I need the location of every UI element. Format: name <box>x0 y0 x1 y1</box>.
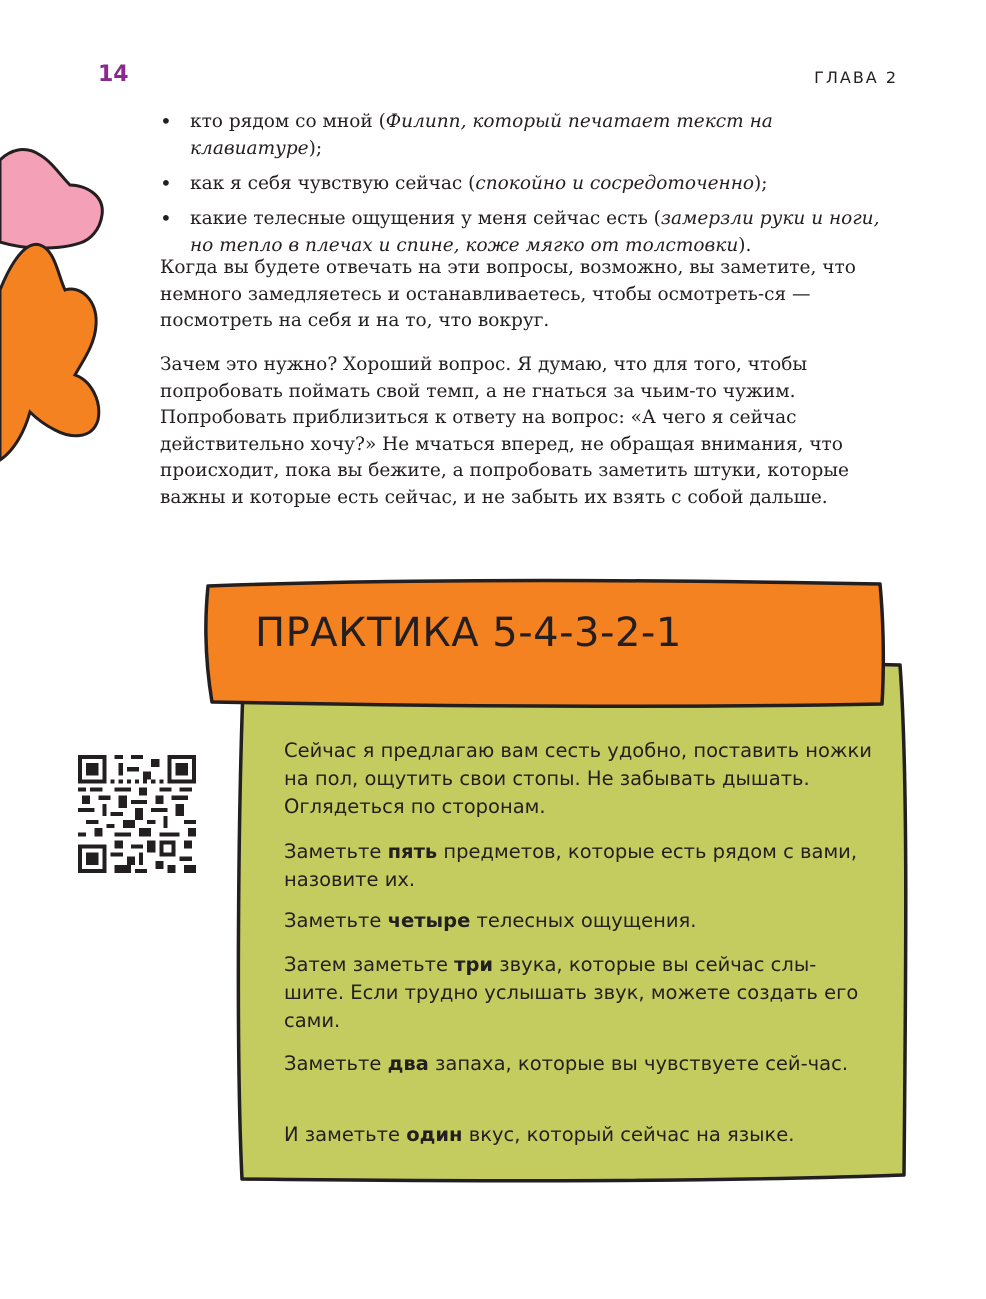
practice-step: Заметьте два запаха, которые вы чувствуете сей-час. <box>284 1052 849 1075</box>
list-item: • кто рядом со мной (Филипп, который печатает текст на клавиатуре); <box>160 108 900 162</box>
qr-code <box>78 755 196 873</box>
practice-title: ПРАКТИКА 5-4-3-2-1 <box>255 610 682 656</box>
list-item: • какие телесные ощущения у меня сейчас есть (замерзли руки и ноги, но тепло в плечах и спине, коже мягко от толстовки). <box>160 205 900 259</box>
practice-intro: Сейчас я предлагаю вам сесть удобно, поставить ножки на пол, ощутить свои стопы. Не забывать дышать. Оглядеться по сторонам. <box>284 739 872 818</box>
decorative-flowers <box>0 140 115 480</box>
practice-step: Затем заметьте три звука, которые вы сейчас слы-шите. Если трудно услышать звук, можете создать его сами. <box>284 953 859 1032</box>
body-paragraph: Зачем это нужно? Хороший вопрос. Я думаю, что для того, чтобы попробовать поймать свой темп, а не гнаться за чьим-то чужим. Попробовать приблизиться к ответу на вопрос: «А чего я сейчас действительно хочу?» Не мчаться вперед, не обращая внимания, что происходит, пока вы бежите, а попробовать заметить штуки, которые важны и которые есть сейчас, и не забыть их взять с собой дальше. <box>160 354 849 508</box>
pink-blob <box>0 150 102 248</box>
practice-step: Заметьте четыре телесных ощущения. <box>284 909 697 932</box>
bullet-list <box>160 108 900 267</box>
orange-blob <box>0 244 99 460</box>
body-paragraph: Когда вы будете отвечать на эти вопросы, возможно, вы заметите, что немного замедляетесь и останавливаетесь, чтобы осмотреть-ся — посмотреть на себя и на то, что вокруг. <box>160 257 856 331</box>
practice-step: И заметьте один вкус, который сейчас на языке. <box>284 1123 795 1146</box>
list-item: • как я себя чувствую сейчас (спокойно и сосредоточенно); <box>160 170 900 197</box>
page-number: 14 <box>98 62 129 87</box>
chapter-label: ГЛАВА 2 <box>814 68 898 87</box>
practice-step: Заметьте пять предметов, которые есть рядом с вами, назовите их. <box>284 840 858 891</box>
